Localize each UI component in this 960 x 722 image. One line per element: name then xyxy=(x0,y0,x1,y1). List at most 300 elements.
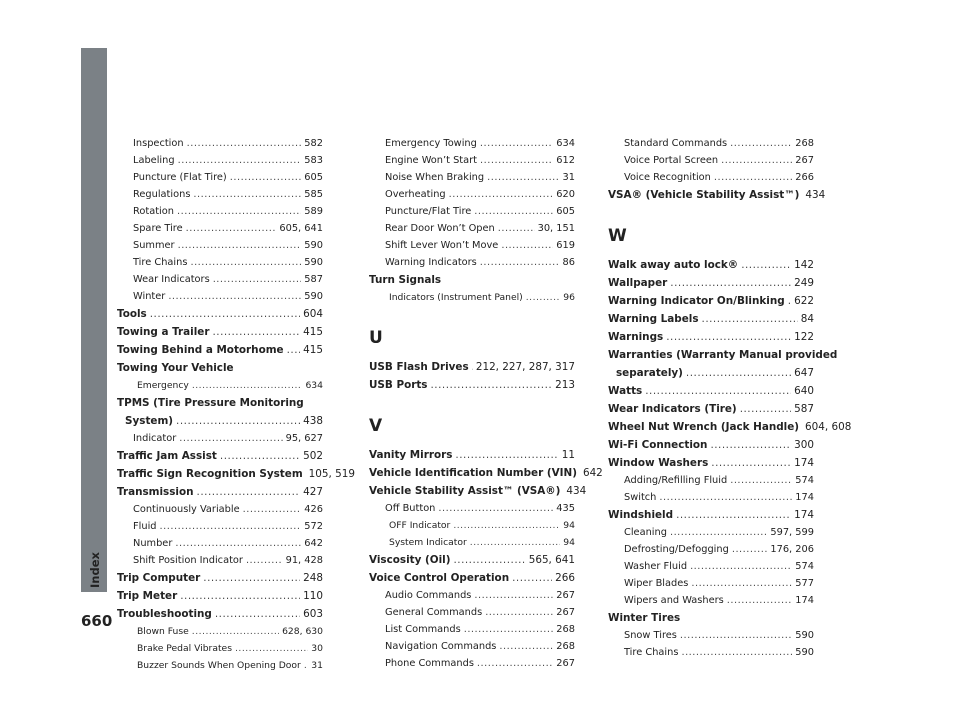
index-subentry xyxy=(608,472,814,489)
dot-leader xyxy=(691,575,792,592)
entry-term: Indicators (Instrument Panel) xyxy=(389,292,523,303)
index-subentry xyxy=(369,638,575,655)
entry-page-ref: 640 xyxy=(794,385,814,397)
entry-page-ref: 565, 641 xyxy=(528,554,575,566)
entry-page-ref: 267 xyxy=(795,155,814,166)
entry-page-ref: 603 xyxy=(303,608,323,620)
dot-leader xyxy=(690,558,792,575)
index-subentry xyxy=(369,186,575,203)
index-subentry xyxy=(608,558,814,575)
entry-term: Continuously Variable xyxy=(133,504,240,515)
dot-leader xyxy=(727,592,793,609)
entry-term: Switch xyxy=(624,492,657,503)
dot-leader xyxy=(213,271,302,288)
index-subentry xyxy=(608,524,814,541)
dot-leader xyxy=(477,655,553,672)
entry-page-ref: 266 xyxy=(555,572,575,584)
dot-leader xyxy=(304,657,308,674)
entry-term: Adding/Refilling Fluid xyxy=(624,475,728,486)
entry-page-ref: 604 xyxy=(303,308,323,320)
dot-leader xyxy=(498,220,535,237)
dot-leader xyxy=(788,292,791,310)
entry-page-ref: 590 xyxy=(304,257,323,268)
entry-page-ref: 94 xyxy=(563,537,575,548)
entry-term: separately) xyxy=(616,367,683,379)
entry-term: Shift Lever Won’t Move xyxy=(385,240,499,251)
entry-page-ref: 267 xyxy=(556,658,575,669)
entry-page-ref: 31 xyxy=(311,660,323,671)
entry-page-ref: 574 xyxy=(795,475,814,486)
entry-term: Viscosity (Oil) xyxy=(369,554,451,566)
entry-page-ref: 597, 599 xyxy=(770,527,814,538)
entry-term: Warning Indicator On/Blinking xyxy=(608,295,785,307)
entry-term: Wheel Nut Wrench (Jack Handle) xyxy=(608,421,800,433)
dot-leader xyxy=(721,152,792,169)
entry-term: Standard Commands xyxy=(624,138,728,149)
index-subentry xyxy=(117,203,323,220)
entry-term: Vanity Mirrors xyxy=(369,449,453,461)
index-entry xyxy=(117,483,323,501)
index-subentry xyxy=(608,135,814,152)
entry-page-ref: 587 xyxy=(304,274,323,285)
entry-page-ref: 434 xyxy=(566,485,587,497)
dot-leader xyxy=(453,551,525,569)
entry-page-ref: 142 xyxy=(794,259,814,271)
entry-page-ref: 95, 627 xyxy=(285,433,323,444)
entry-term: Snow Tires xyxy=(624,630,677,641)
page-number: 660 xyxy=(81,612,113,630)
index-subentry xyxy=(369,169,575,186)
entry-page-ref: 612 xyxy=(556,155,575,166)
index-entry xyxy=(369,464,603,482)
entry-page-ref: 426 xyxy=(304,504,323,515)
entry-term: Overheating xyxy=(385,189,446,200)
dot-leader xyxy=(666,328,791,346)
index-entry xyxy=(369,569,575,587)
entry-term: Warranties (Warranty Manual provided xyxy=(608,349,838,361)
dot-leader xyxy=(732,541,768,558)
dot-leader xyxy=(702,310,798,328)
index-entry xyxy=(608,292,814,310)
entry-page-ref: 11 xyxy=(561,449,575,461)
dot-leader xyxy=(464,621,554,638)
entry-term: Buzzer Sounds When Opening Door xyxy=(137,660,301,671)
index-entry xyxy=(117,605,323,623)
entry-page-ref: 590 xyxy=(304,291,323,302)
index-entry xyxy=(369,271,575,289)
index-entry xyxy=(117,305,323,323)
entry-page-ref: 174 xyxy=(794,457,814,469)
index-subentry xyxy=(117,254,323,271)
entry-page-ref: 642 xyxy=(304,538,323,549)
dot-leader xyxy=(235,640,308,657)
entry-term: Wear Indicators (Tire) xyxy=(608,403,737,415)
index-subentry xyxy=(369,254,575,271)
dot-leader xyxy=(480,152,553,169)
entry-term: Rotation xyxy=(133,206,174,217)
entry-page-ref: 642 xyxy=(582,467,603,479)
dot-leader xyxy=(449,186,554,203)
entry-term: Troubleshooting xyxy=(117,608,212,620)
entry-term: Warning Labels xyxy=(608,313,699,325)
index-subentry xyxy=(117,220,323,237)
index-subentry xyxy=(117,552,323,569)
entry-page-ref: 213 xyxy=(555,379,575,391)
entry-page-ref: 267 xyxy=(556,607,575,618)
entry-page-ref: 415 xyxy=(303,344,323,356)
dot-leader xyxy=(680,627,792,644)
dot-leader xyxy=(526,289,561,306)
index-subentry xyxy=(117,430,323,447)
entry-page-ref: 110 xyxy=(303,590,323,602)
entry-term: Summer xyxy=(133,240,175,251)
dot-leader xyxy=(197,483,301,501)
entry-term: Wipers and Washers xyxy=(624,595,724,606)
entry-term: Towing a Trailer xyxy=(117,326,210,338)
entry-term: Rear Door Won’t Open xyxy=(385,223,495,234)
entry-page-ref: 590 xyxy=(795,630,814,641)
index-entry xyxy=(117,587,323,605)
entry-term: Towing Behind a Motorhome xyxy=(117,344,284,356)
entry-page-ref: 583 xyxy=(304,155,323,166)
dot-leader xyxy=(243,501,302,518)
dot-leader xyxy=(455,446,558,464)
entry-term: Warnings xyxy=(608,331,664,343)
index-letter-heading: U xyxy=(369,328,383,348)
dot-leader xyxy=(730,472,792,489)
dot-leader xyxy=(487,169,559,186)
index-entry xyxy=(117,412,323,430)
entry-page-ref: 174 xyxy=(794,509,814,521)
index-subentry xyxy=(608,541,814,558)
entry-term: Towing Your Vehicle xyxy=(117,362,234,374)
entry-term: VSA® (Vehicle Stability Assist™) xyxy=(608,189,800,201)
index-entry xyxy=(369,482,587,500)
entry-term: Engine Won’t Start xyxy=(385,155,478,166)
index-letter-heading: V xyxy=(369,416,383,436)
index-subentry xyxy=(608,489,814,506)
entry-page-ref: 604, 608 xyxy=(805,421,852,433)
index-entry xyxy=(608,346,838,364)
index-subentry xyxy=(608,644,814,661)
index-subentry xyxy=(117,237,323,254)
dot-leader xyxy=(203,569,300,587)
index-entry xyxy=(608,256,814,274)
index-entry xyxy=(117,569,323,587)
entry-page-ref: 647 xyxy=(794,367,814,379)
index-entry xyxy=(117,359,323,377)
entry-page-ref: 105, 519 xyxy=(308,468,355,480)
dot-leader xyxy=(192,623,279,640)
entry-term: Regulations xyxy=(133,189,191,200)
index-subentry xyxy=(117,152,323,169)
entry-page-ref: 582 xyxy=(304,138,323,149)
entry-page-ref: 587 xyxy=(794,403,814,415)
index-entry xyxy=(608,400,814,418)
dot-leader xyxy=(714,169,792,186)
index-subentry xyxy=(369,500,575,517)
entry-page-ref: 502 xyxy=(303,450,323,462)
index-subentry xyxy=(117,271,323,288)
entry-page-ref: 84 xyxy=(800,313,814,325)
dot-leader xyxy=(480,254,560,271)
entry-term: Transmission xyxy=(117,486,194,498)
index-subentry xyxy=(369,621,575,638)
index-entry xyxy=(608,328,814,346)
entry-page-ref: 622 xyxy=(794,295,814,307)
entry-page-ref: 30, 151 xyxy=(537,223,575,234)
entry-page-ref: 435 xyxy=(556,503,575,514)
dot-leader xyxy=(287,341,301,359)
entry-page-ref: 628, 630 xyxy=(282,626,323,637)
entry-term: Number xyxy=(133,538,173,549)
dot-leader xyxy=(474,587,553,604)
dot-leader xyxy=(178,237,302,254)
entry-page-ref: 174 xyxy=(795,595,814,606)
index-subentry xyxy=(608,592,814,609)
index-subentry xyxy=(608,169,814,186)
index-subentry xyxy=(117,169,323,186)
index-entry xyxy=(608,364,814,382)
index-entry xyxy=(117,323,323,341)
dot-leader xyxy=(212,323,300,341)
dot-leader xyxy=(178,152,302,169)
entry-term: Puncture (Flat Tire) xyxy=(133,172,227,183)
index-entry xyxy=(608,310,814,328)
dot-leader xyxy=(501,237,553,254)
dot-leader xyxy=(474,203,553,220)
dot-leader xyxy=(453,517,560,534)
entry-term: Window Washers xyxy=(608,457,709,469)
dot-leader xyxy=(686,364,791,382)
entry-term: Tire Chains xyxy=(133,257,188,268)
index-entry xyxy=(117,465,355,483)
entry-page-ref: 249 xyxy=(794,277,814,289)
entry-page-ref: 415 xyxy=(303,326,323,338)
index-subentry xyxy=(608,152,814,169)
index-subentry xyxy=(117,135,323,152)
dot-leader xyxy=(512,569,552,587)
entry-term: List Commands xyxy=(385,624,461,635)
index-subentry xyxy=(369,517,575,534)
index-column-1 xyxy=(117,135,355,674)
index-subentry xyxy=(369,220,575,237)
dot-leader xyxy=(670,274,791,292)
dot-leader xyxy=(220,447,300,465)
dot-leader xyxy=(160,518,302,535)
entry-term: System Indicator xyxy=(389,537,467,548)
entry-term: Blown Fuse xyxy=(137,626,189,637)
entry-term: TPMS (Tire Pressure Monitoring xyxy=(117,397,304,409)
entry-page-ref: 91, 428 xyxy=(285,555,323,566)
index-subentry xyxy=(369,604,575,621)
entry-term: Washer Fluid xyxy=(624,561,688,572)
entry-page-ref: 590 xyxy=(795,647,814,658)
entry-page-ref: 427 xyxy=(303,486,323,498)
entry-page-ref: 96 xyxy=(563,292,575,303)
dot-leader xyxy=(740,400,791,418)
entry-page-ref: 266 xyxy=(795,172,814,183)
entry-term: Voice Recognition xyxy=(624,172,711,183)
entry-term: Turn Signals xyxy=(369,274,442,286)
dot-leader xyxy=(472,358,473,376)
entry-term: Traffic Jam Assist xyxy=(117,450,217,462)
index-subentry xyxy=(608,575,814,592)
index-subentry xyxy=(369,587,575,604)
entry-page-ref: 438 xyxy=(303,415,323,427)
dot-leader xyxy=(180,587,300,605)
entry-term: Voice Control Operation xyxy=(369,572,510,584)
entry-page-ref: 122 xyxy=(794,331,814,343)
entry-term: Brake Pedal Vibrates xyxy=(137,643,232,654)
entry-term: Winter Tires xyxy=(608,612,681,624)
index-entry xyxy=(608,609,814,627)
entry-page-ref: 174 xyxy=(795,492,814,503)
dot-leader xyxy=(659,489,792,506)
index-subentry xyxy=(117,377,323,394)
entry-term: Noise When Braking xyxy=(385,172,485,183)
dot-leader xyxy=(470,534,561,551)
entry-page-ref: 212, 227, 287, 317 xyxy=(475,361,575,373)
index-subentry xyxy=(369,152,575,169)
entry-term: Tools xyxy=(117,308,147,320)
entry-term: System) xyxy=(125,415,174,427)
entry-term: Fluid xyxy=(133,521,157,532)
index-entry xyxy=(608,382,814,400)
section-tab-label: Index xyxy=(88,552,102,588)
index-entry xyxy=(117,447,323,465)
entry-term: General Commands xyxy=(385,607,483,618)
entry-page-ref: 634 xyxy=(556,138,575,149)
entry-term: Cleaning xyxy=(624,527,667,538)
entry-term: Vehicle Identification Number (VIN) xyxy=(369,467,577,479)
entry-page-ref: 605 xyxy=(304,172,323,183)
index-entry xyxy=(608,436,814,454)
dot-leader xyxy=(215,605,300,623)
dot-leader xyxy=(190,254,301,271)
dot-leader xyxy=(175,535,301,552)
dot-leader xyxy=(741,256,791,274)
dot-leader xyxy=(711,454,791,472)
entry-term: Windshield xyxy=(608,509,674,521)
entry-term: Trip Computer xyxy=(117,572,201,584)
entry-term: Traffic Sign Recognition System xyxy=(117,468,303,480)
entry-term: Winter xyxy=(133,291,166,302)
index-subentry xyxy=(608,627,814,644)
entry-page-ref: 86 xyxy=(562,257,575,268)
entry-term: Vehicle Stability Assist™ (VSA®) xyxy=(369,485,561,497)
entry-term: Off Button xyxy=(385,503,436,514)
entry-term: USB Flash Drives xyxy=(369,361,469,373)
dot-leader xyxy=(645,382,791,400)
index-entry xyxy=(608,274,814,292)
entry-term: Inspection xyxy=(133,138,184,149)
entry-term: OFF Indicator xyxy=(389,520,451,531)
index-column-3 xyxy=(608,135,852,661)
entry-page-ref: 268 xyxy=(556,641,575,652)
index-entry xyxy=(117,394,323,412)
index-entry xyxy=(117,341,323,359)
dot-leader xyxy=(193,186,301,203)
entry-page-ref: 605 xyxy=(556,206,575,217)
section-tab xyxy=(81,48,107,592)
entry-page-ref: 590 xyxy=(304,240,323,251)
entry-term: Wallpaper xyxy=(608,277,668,289)
entry-page-ref: 434 xyxy=(805,189,826,201)
index-entry xyxy=(608,186,826,204)
dot-leader xyxy=(246,552,283,569)
entry-term: USB Ports xyxy=(369,379,428,391)
entry-page-ref: 577 xyxy=(795,578,814,589)
entry-term: Phone Commands xyxy=(385,658,474,669)
index-subentry xyxy=(369,203,575,220)
entry-term: Emergency Towing xyxy=(385,138,477,149)
entry-page-ref: 300 xyxy=(794,439,814,451)
entry-page-ref: 31 xyxy=(562,172,575,183)
index-entry xyxy=(608,506,814,524)
index-subentry xyxy=(369,289,575,306)
entry-page-ref: 620 xyxy=(556,189,575,200)
entry-term: Wiper Blades xyxy=(624,578,689,589)
index-subentry xyxy=(117,501,323,518)
entry-page-ref: 268 xyxy=(795,138,814,149)
entry-term: Wi-Fi Connection xyxy=(608,439,708,451)
index-entry xyxy=(608,418,852,436)
index-subentry xyxy=(369,237,575,254)
dot-leader xyxy=(730,135,792,152)
entry-page-ref: 30 xyxy=(311,643,323,654)
entry-term: Indicator xyxy=(133,433,177,444)
index-subentry xyxy=(117,657,323,674)
index-letter-heading: W xyxy=(608,226,627,246)
entry-term: Defrosting/Defogging xyxy=(624,544,729,555)
dot-leader xyxy=(681,644,792,661)
entry-page-ref: 574 xyxy=(795,561,814,572)
entry-term: Wear Indicators xyxy=(133,274,210,285)
index-column-2 xyxy=(369,135,603,672)
entry-page-ref: 634 xyxy=(305,380,323,391)
entry-page-ref: 572 xyxy=(304,521,323,532)
entry-term: Audio Commands xyxy=(385,590,472,601)
dot-leader xyxy=(431,376,553,394)
entry-term: Walk away auto lock® xyxy=(608,259,739,271)
entry-page-ref: 585 xyxy=(304,189,323,200)
dot-leader xyxy=(176,412,300,430)
entry-term: Spare Tire xyxy=(133,223,183,234)
entry-page-ref: 248 xyxy=(303,572,323,584)
dot-leader xyxy=(177,203,301,220)
entry-term: Tire Chains xyxy=(624,647,679,658)
dot-leader xyxy=(192,377,303,394)
dot-leader xyxy=(676,506,791,524)
dot-leader xyxy=(150,305,300,323)
entry-page-ref: 605, 641 xyxy=(279,223,323,234)
dot-leader xyxy=(168,288,301,305)
entry-page-ref: 268 xyxy=(556,624,575,635)
entry-page-ref: 589 xyxy=(304,206,323,217)
index-subentry xyxy=(117,288,323,305)
index-subentry xyxy=(117,535,323,552)
entry-term: Voice Portal Screen xyxy=(624,155,719,166)
entry-term: Shift Position Indicator xyxy=(133,555,243,566)
index-subentry xyxy=(369,534,575,551)
entry-page-ref: 267 xyxy=(556,590,575,601)
dot-leader xyxy=(179,430,282,447)
index-subentry xyxy=(117,623,323,640)
dot-leader xyxy=(710,436,791,454)
entry-term: Trip Meter xyxy=(117,590,178,602)
index-subentry xyxy=(369,655,575,672)
